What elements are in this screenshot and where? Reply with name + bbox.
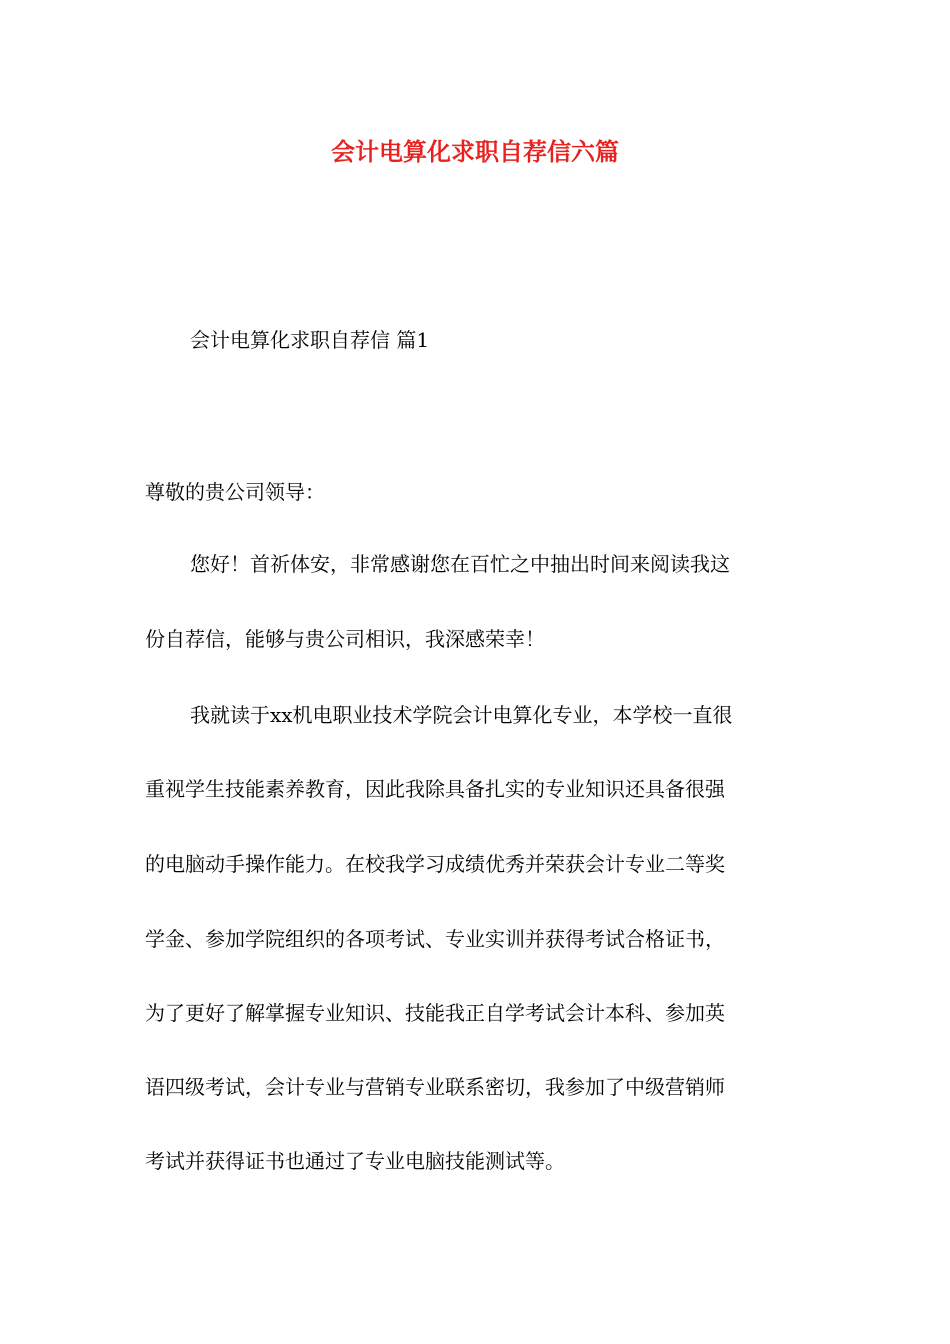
body-line: 我就读于xx机电职业技术学院会计电算化专业，本学校一直很 (190, 703, 733, 727)
body-line: 的电脑动手操作能力。在校我学习成绩优秀并荣获会计专业二等奖 (145, 852, 725, 876)
body-line: 您好！首祈体安，非常感谢您在百忙之中抽出时间来阅读我这 (190, 552, 730, 576)
document-title: 会计电算化求职自荐信六篇 (331, 137, 619, 166)
body-line: 考试并获得证书也通过了专业电脑技能测试等。 (145, 1149, 565, 1173)
body-line: 重视学生技能素养教育，因此我除具备扎实的专业知识还具备很强 (145, 777, 725, 801)
salutation: 尊敬的贵公司领导： (145, 480, 325, 504)
section-heading: 会计电算化求职自荐信 篇1 (190, 328, 430, 352)
body-line: 份自荐信，能够与贵公司相识，我深感荣幸！ (145, 627, 545, 651)
body-line: 语四级考试，会计专业与营销专业联系密切，我参加了中级营销师 (145, 1075, 725, 1099)
body-line: 学金、参加学院组织的各项考试、专业实训并获得考试合格证书， (145, 927, 725, 951)
body-line: 为了更好了解掌握专业知识、技能我正自学考试会计本科、参加英 (145, 1001, 725, 1025)
